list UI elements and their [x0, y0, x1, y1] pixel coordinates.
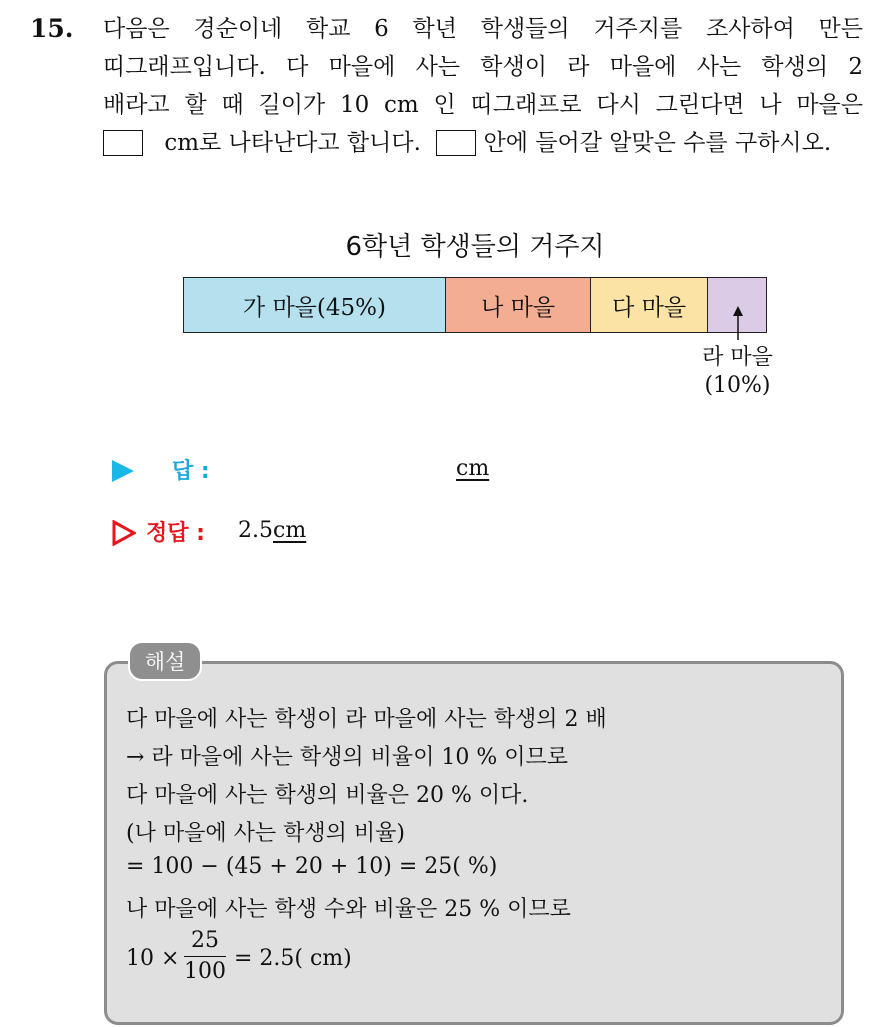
solution-tag: 해설: [128, 641, 202, 681]
solution-line-7a: 10 ×: [126, 946, 180, 971]
solution-line-3: 다 마을에 사는 학생의 비율은 20 % 이다.: [126, 783, 529, 808]
answer-blank-box[interactable]: [103, 130, 143, 156]
question-line-1: 다음은 경순이네 학교 6 학년 학생들의 거주지를 조사하여 만든: [103, 16, 863, 42]
correct-answer-value: [238, 518, 306, 543]
chart-title: 6학년 학생들의 거주지: [345, 232, 605, 262]
annotation-value: (10%): [704, 373, 771, 398]
question-line-4a: cm로 나타난다고 합니다.: [164, 130, 421, 156]
answer-blank-box-2: [436, 130, 476, 156]
solution-line-2: → 라 마을에 사는 학생의 비율이 10 % 이므로: [126, 745, 569, 770]
band-segment-label: 가 마을(45%): [242, 294, 386, 321]
question-line-2: 띠그래프입니다. 다 마을에 사는 학생이 라 마을에 사는 학생의 2: [103, 54, 863, 80]
question-line-3: 배라고 할 때 길이가 10 cm 인 띠그래프로 다시 그린다면 나 마을은: [103, 92, 863, 118]
band-segment-label: 다 마을: [612, 294, 687, 321]
band-segment-3: [591, 278, 707, 332]
solution-line-5: = 100 − (45 + 20 + 10) = 25( %): [126, 854, 498, 879]
band-graph: [183, 277, 767, 333]
segment-annotation: [690, 344, 785, 400]
fraction-numerator: 25: [191, 928, 219, 953]
correct-value-number: 2.5: [238, 518, 273, 543]
question-number: 15.: [30, 14, 74, 43]
question-line-4: [103, 128, 863, 158]
question-line-4b: 안에 들어갈 알맞은 수를 구하시오.: [483, 130, 832, 156]
play-triangle-icon: [112, 460, 134, 482]
solution-line-1: 다 마을에 사는 학생이 라 마을에 사는 학생의 2 배: [126, 707, 607, 732]
answer-label: 답 :: [172, 459, 210, 484]
fraction-bar: [184, 956, 226, 957]
band-segment-2: [446, 278, 592, 332]
outline-triangle-icon: [112, 520, 136, 546]
band-segment-label: 나 마을: [481, 294, 556, 321]
correct-answer-label: 정답 :: [146, 521, 205, 546]
solution-line-6: 나 마을에 사는 학생 수와 비율은 25 % 이므로: [126, 897, 571, 922]
solution-line-4: (나 마을에 사는 학생의 비율): [126, 821, 405, 846]
arrow-up-icon: [730, 306, 746, 342]
fraction: [184, 928, 226, 985]
answer-unit: cm: [456, 456, 490, 481]
fraction-denominator: 100: [184, 959, 226, 984]
annotation-label: 라 마을: [702, 345, 773, 370]
solution-line-7b: = 2.5( cm): [234, 946, 352, 971]
band-segment-1: [184, 278, 446, 332]
correct-value-unit: cm: [273, 518, 307, 543]
